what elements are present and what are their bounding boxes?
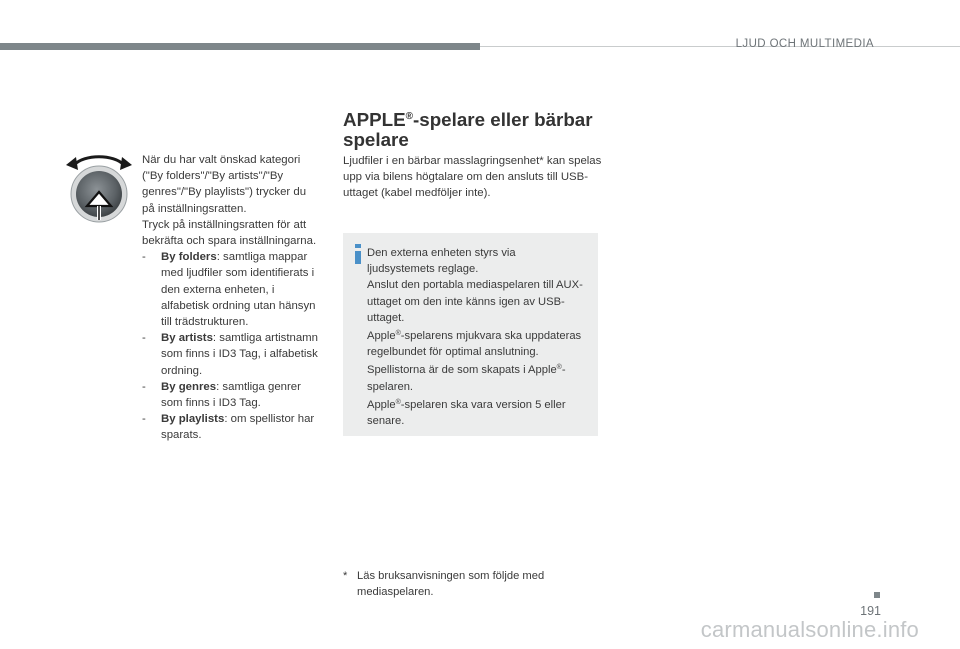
header-rule-thin [480,46,960,47]
category-intro: När du har valt önskad kategori ("By folders"/"By artists"/"By genres"/"By playlists") trycker du på inställningsratten. [142,154,307,215]
list-item: - By genres: samtliga genrer som finns i ID3 Tag. [142,380,301,410]
header-rule [0,43,480,50]
info-line: Spellistorna är de som skapats i Apple®-spelaren. [367,364,566,393]
footnote [343,568,593,600]
list-item: - By folders: samtliga mappar med ljudfiler som identifierats i den externa enheten, i alfabetisk ordning utan hänsyn till trädstrukturen. [142,251,316,329]
info-line: Apple®-spelarens mjukvara ska uppdateras regelbundet för optimal anslutning. [367,330,582,359]
footnote-marker: * [343,570,348,582]
info-line: Apple®-spelaren ska vara version 5 eller senare. [367,398,566,428]
info-icon [352,244,364,264]
page-number: 191 [860,604,881,618]
rotary-knob-push-icon [62,150,136,224]
section-intro: Ljudfiler i en bärbar masslagringsenhet* kan spelas upp via bilens högtalare om den ansluts till USB-uttaget (kabel medföljer inte). [343,155,602,200]
footnote-text: Läs bruksanvisningen som följde med mediaspelaren. [357,570,545,598]
left-column [142,152,318,444]
page-marker [874,592,880,598]
info-line: Den externa enheten styrs via ljudsystemets reglage. [367,247,516,276]
watermark: carmanualsonline.info [700,617,919,642]
list-item: - By artists: samtliga artistnamn som finns i ID3 Tag, i alfabetisk ordning. [142,332,319,377]
list-item: - By playlists: om spellistor har sparats. [142,413,315,442]
confirm-instruction: Tryck på inställningsratten för att bekräfta och spara inställningarna. [142,218,317,248]
category-list [142,249,318,443]
section-title: LJUD OCH MULTIMEDIA [735,38,874,50]
info-box [343,233,598,436]
section-heading: APPLE®-spelare eller bärbar spelare [343,109,593,150]
info-line: Anslut den portabla mediaspelaren till AUX-uttaget om den inte känns igen av USB-uttaget. [367,279,583,324]
